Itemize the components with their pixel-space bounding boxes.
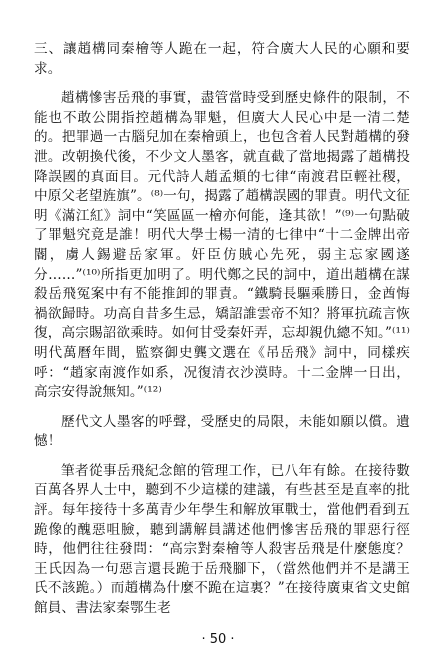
page-number: · 50 · xyxy=(201,632,235,647)
paragraph-point-three: 三、讓趙構同秦檜等人跪在一起，符合廣大人民的心願和要求。 xyxy=(34,41,410,77)
page-body xyxy=(34,40,410,629)
paragraph-regret: 歷代文人墨客的呼聲，受歷史的局限，未能如願以償。遺憾！ xyxy=(34,413,410,450)
paragraph-author-experience: 筆者從事岳飛紀念館的管理工作，已八年有餘。在接待數百萬各界人士中，聽到不少這樣的建議，有些甚至是直率的批評。每年接待十多萬青少年學生和解放軍戰士，當他們看到五跪像的醜惡咀臉，聽到講解員講述他們慘害岳飛的罪惡行徑時，他們往往發問：“高宗對秦檜等人殺害岳飛是什麼態度？王氏因為一句惡言還長跪于岳飛腳下，（當然他們并不是講王氏不該跪。）而趙構為什麼不跪在這裏？”在接待廣東省文史館館員、書法家秦鄂生老 xyxy=(34,462,410,617)
paragraph-literati-accusations: 趙構慘害岳飛的事實，盡管當時受到歷史條件的限制，不能也不敢公開指控趙構為罪魁，但廣大人民心中是一清二楚的。把罪過一古腦兒加在秦檜頭上，也包含着人民對趙構的發泄。改朝換代後，不少文人墨客，就直截了當地揭露了趙構投降誤國的真面目。元代詩人趙孟頫的七律“南渡君臣輕社稷，中原父老望旌旗”。⁽⁸⁾一句，揭露了趙構誤國的罪責。明代文征明《滿江紅》詞中“笑區區一檜亦何能，逢其欲！”⁽⁹⁾一句點破了罪魁究竟是誰！明代大學士楊一清的七律中“十二金牌出帝閽，虜人錫避岳家軍。奸臣仿賊心先死，弱主忘家國遂分……”⁽¹⁰⁾所指更加明了。明代鄭之民的詞中，道出趙構在謀殺岳飛冤案中有不能推卸的罪責。“鐵騎長驅乘勝日，金酋悔禍欲歸時。功高自昔多生忌，矯詔誰雲帝不知？將軍抗疏言恢復，高宗賜詔欲乘時。如何甘受秦奸弄，忘却親仇總不知。”⁽¹¹⁾明代萬曆年間，監察御史龔文選在《吊岳飛》詞中，同樣疾呼：“趙家南渡作如系，况復清衣沙漠時。十二金牌一日出，高宗安得說無知。”⁽¹²⁾ xyxy=(34,90,410,401)
